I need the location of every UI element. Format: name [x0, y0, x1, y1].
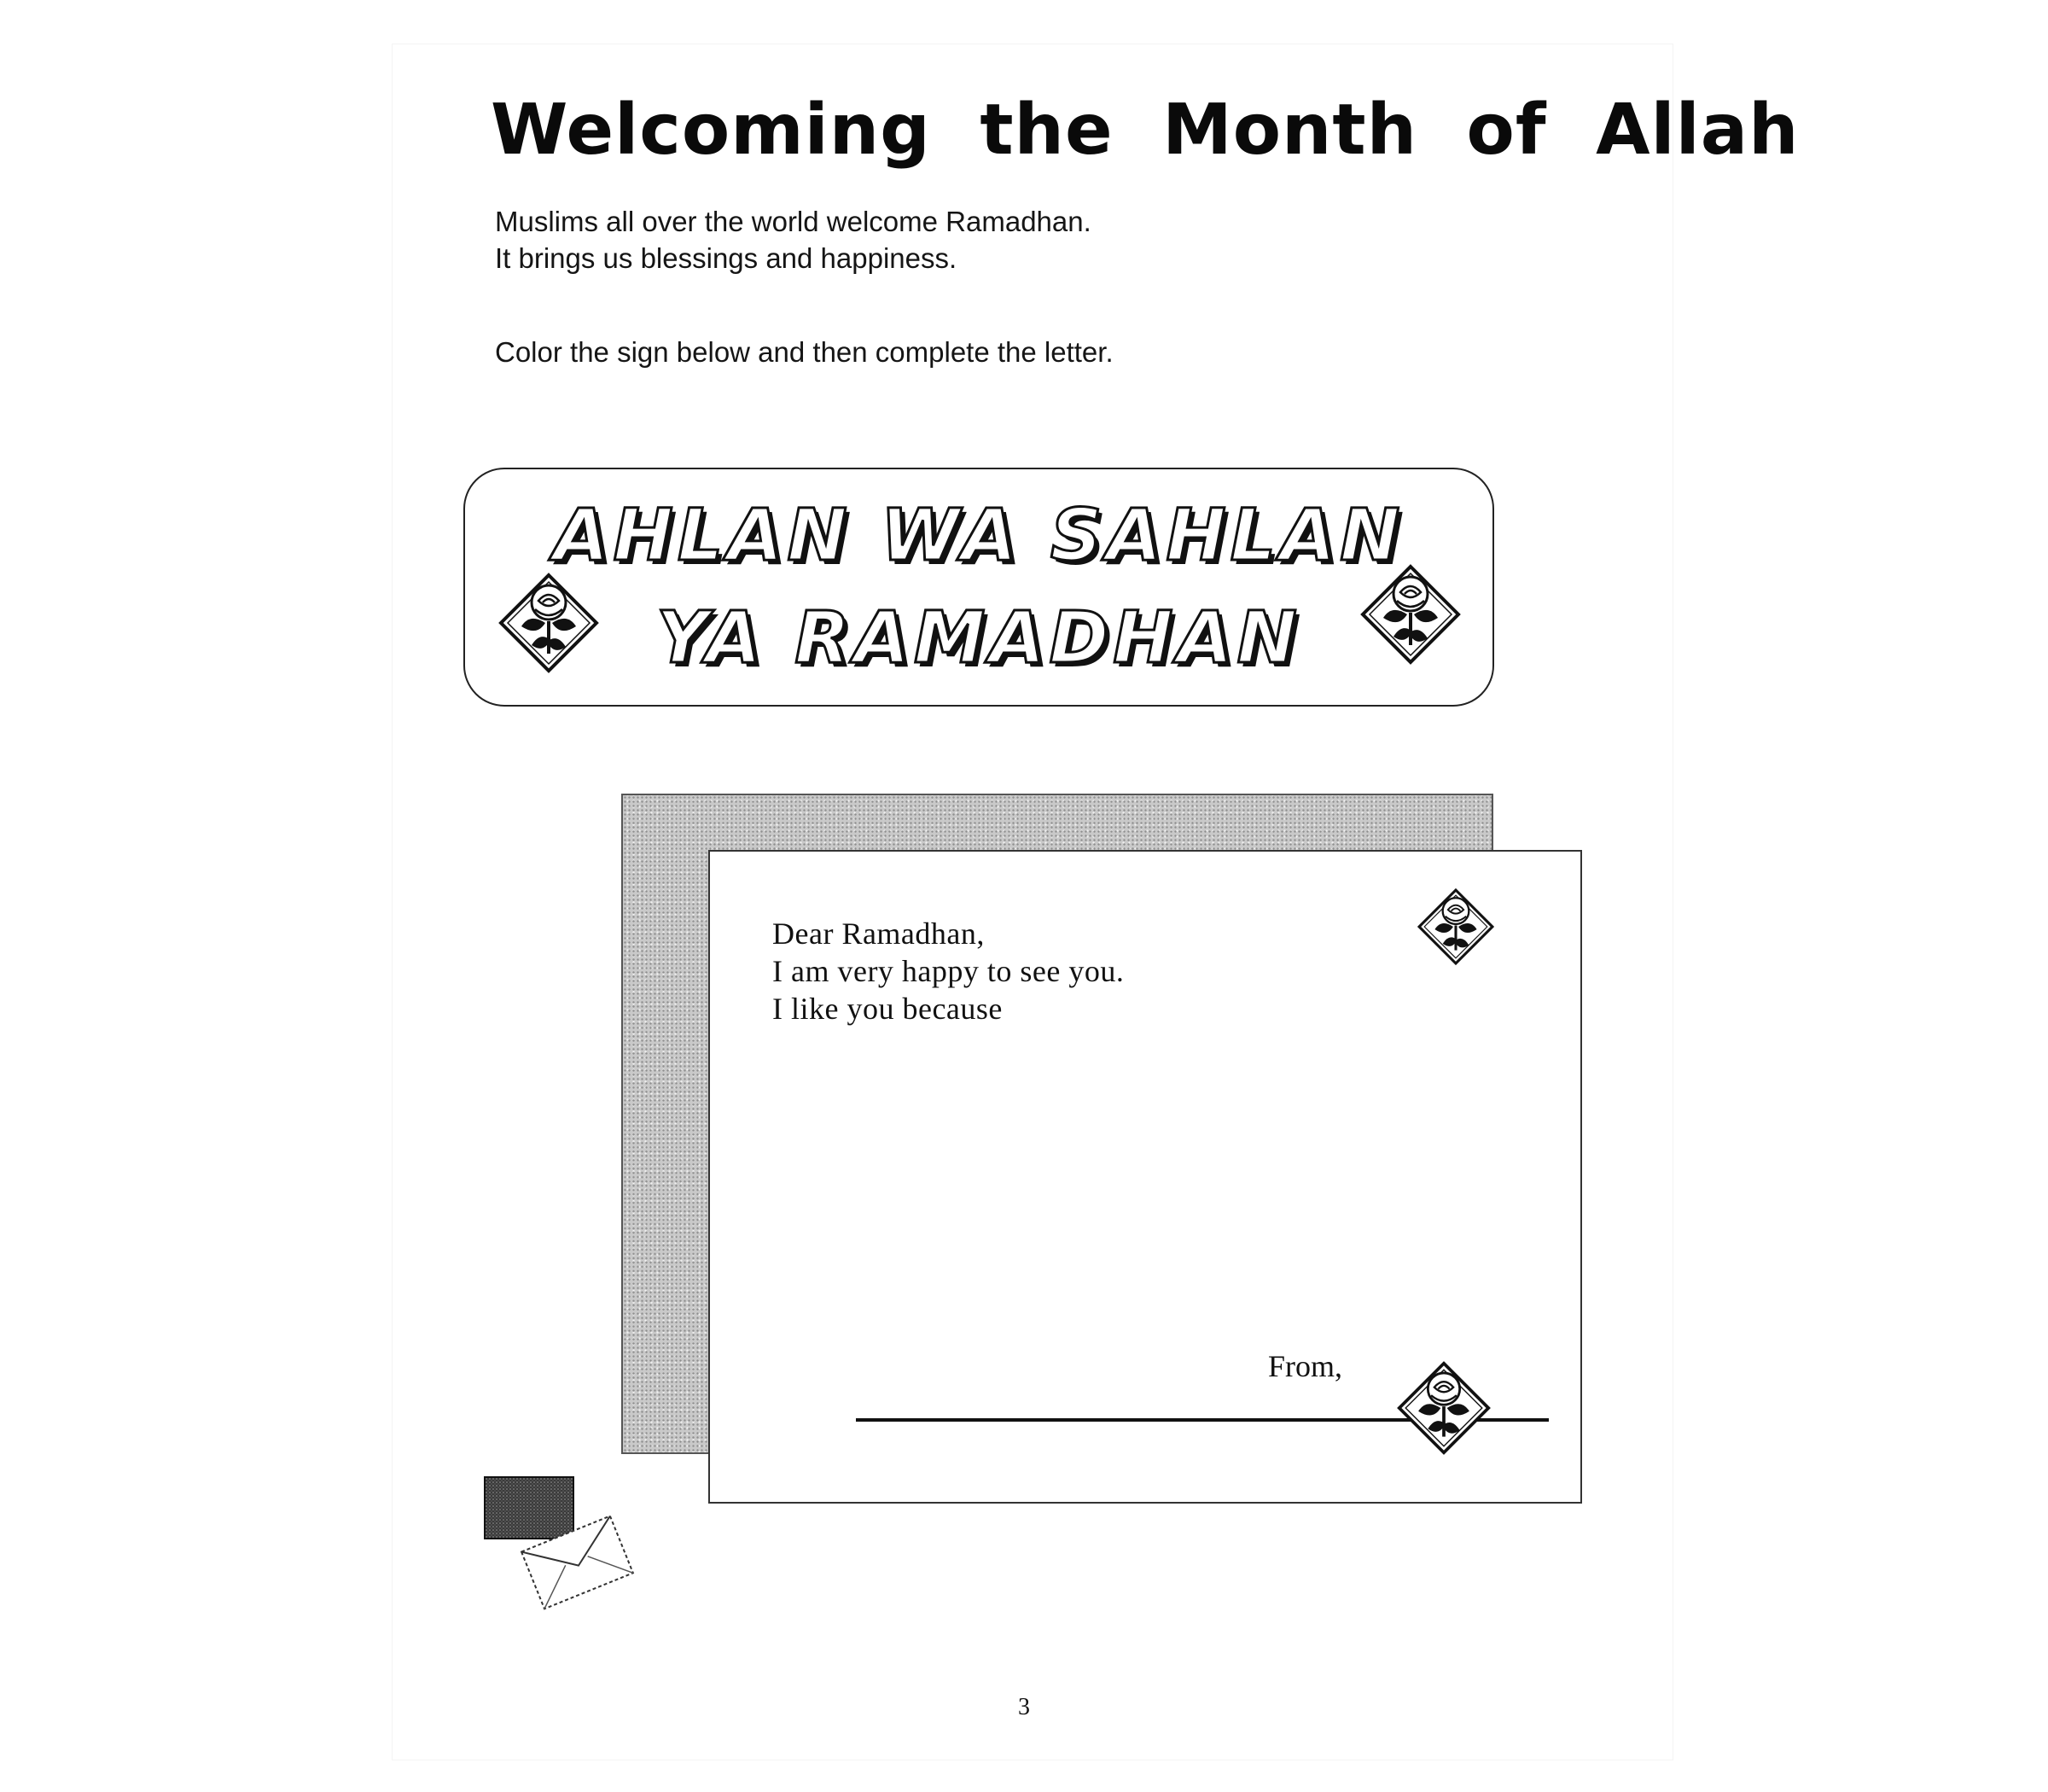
rose-diamond-icon	[1396, 1360, 1492, 1456]
letter-closing: From,	[1268, 1349, 1343, 1383]
intro-line-1: Muslims all over the world welcome Ramadhan.	[495, 206, 1091, 237]
letter-body	[772, 915, 1124, 1027]
intro-line-2: It brings us blessings and happiness.	[495, 242, 957, 274]
page-title: Welcoming the Month of Allah	[491, 90, 1800, 171]
envelopes-icon	[482, 1475, 636, 1611]
rose-diamond-icon	[497, 572, 600, 674]
welcome-banner	[463, 468, 1494, 707]
letter-line-2: I am very happy to see you.	[772, 954, 1125, 988]
banner-line-1: AHLAN WA SAHLAN	[553, 493, 1405, 577]
rose-diamond-icon	[1359, 563, 1462, 666]
letter-greeting: Dear Ramadhan,	[772, 916, 985, 951]
letter-line-3: I like you because	[772, 992, 1003, 1026]
instruction-text: Color the sign below and then complete the letter.	[495, 336, 1114, 368]
intro-text	[495, 203, 1091, 276]
page-number: 3	[1018, 1694, 1030, 1720]
banner-line-2: YA RAMADHAN	[656, 596, 1301, 679]
rose-diamond-icon	[1417, 887, 1495, 966]
